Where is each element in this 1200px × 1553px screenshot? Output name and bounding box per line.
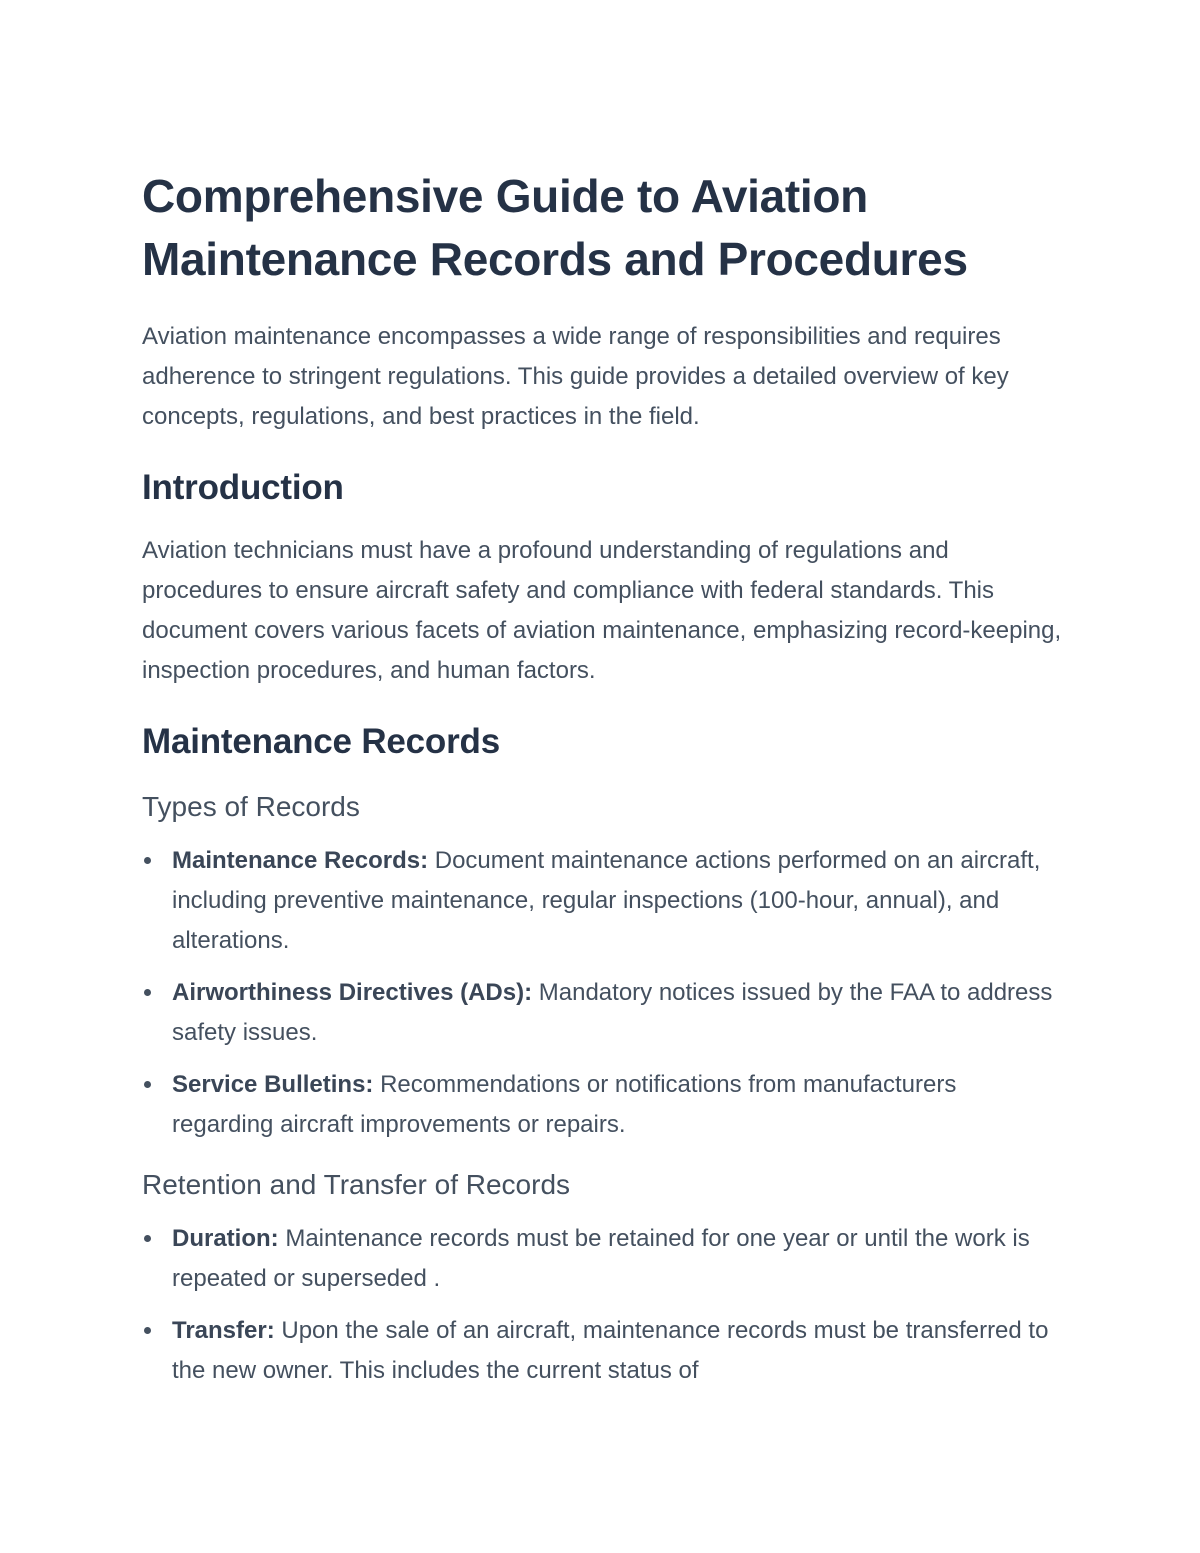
list-item — [142, 1065, 1062, 1145]
bullet-icon — [144, 989, 151, 996]
list-item-text: Document maintenance actions performed on an aircraft, including preventive maintenance, regular inspections (100-hour, annual), and alterations. — [172, 847, 1041, 954]
types-of-records-list — [142, 841, 1062, 1145]
document-page — [142, 165, 1062, 1403]
list-item-text: Maintenance records must be retained for one year or until the work is repeated or superseded . — [172, 1225, 1030, 1292]
bullet-icon — [144, 1081, 151, 1088]
retention-heading: Retention and Transfer of Records — [142, 1169, 571, 1200]
types-of-records-heading: Types of Records — [142, 791, 360, 822]
retention-list — [142, 1219, 1062, 1391]
list-item-term: Service Bulletins: — [172, 1071, 374, 1098]
introduction-paragraph: Aviation technicians must have a profound understanding of regulations and procedures to ensure aircraft safety and compliance with federal standards. This document covers various facets of aviation maintenance, emphasizing record-keeping, inspection procedures, and human factors. — [142, 537, 1062, 684]
list-item-text: Recommendations or notifications from manufacturers regarding aircraft improvements or repairs. — [172, 1071, 957, 1138]
list-item-term: Transfer: — [172, 1317, 275, 1344]
list-item-term: Duration: — [172, 1225, 279, 1252]
list-item — [142, 841, 1062, 961]
bullet-icon — [144, 1327, 151, 1334]
list-item-term: Airworthiness Directives (ADs): — [172, 979, 533, 1006]
list-item — [142, 1311, 1062, 1391]
document-title: Comprehensive Guide to Aviation Maintenance Records and Procedures — [142, 170, 968, 285]
list-item-text: Mandatory notices issued by the FAA to address safety issues. — [172, 979, 1053, 1046]
list-item — [142, 973, 1062, 1053]
intro-paragraph: Aviation maintenance encompasses a wide range of responsibilities and requires adherence to stringent regulations. This guide provides a detailed overview of key concepts, regulations, and best practices in the field. — [142, 323, 1009, 430]
list-item-text: Upon the sale of an aircraft, maintenance records must be transferred to the new owner. This includes the current status of — [172, 1317, 1049, 1384]
list-item — [142, 1219, 1062, 1299]
maintenance-records-heading: Maintenance Records — [142, 722, 500, 761]
list-item-term: Maintenance Records: — [172, 847, 429, 874]
bullet-icon — [144, 1235, 151, 1242]
introduction-heading: Introduction — [142, 468, 344, 507]
bullet-icon — [144, 857, 151, 864]
